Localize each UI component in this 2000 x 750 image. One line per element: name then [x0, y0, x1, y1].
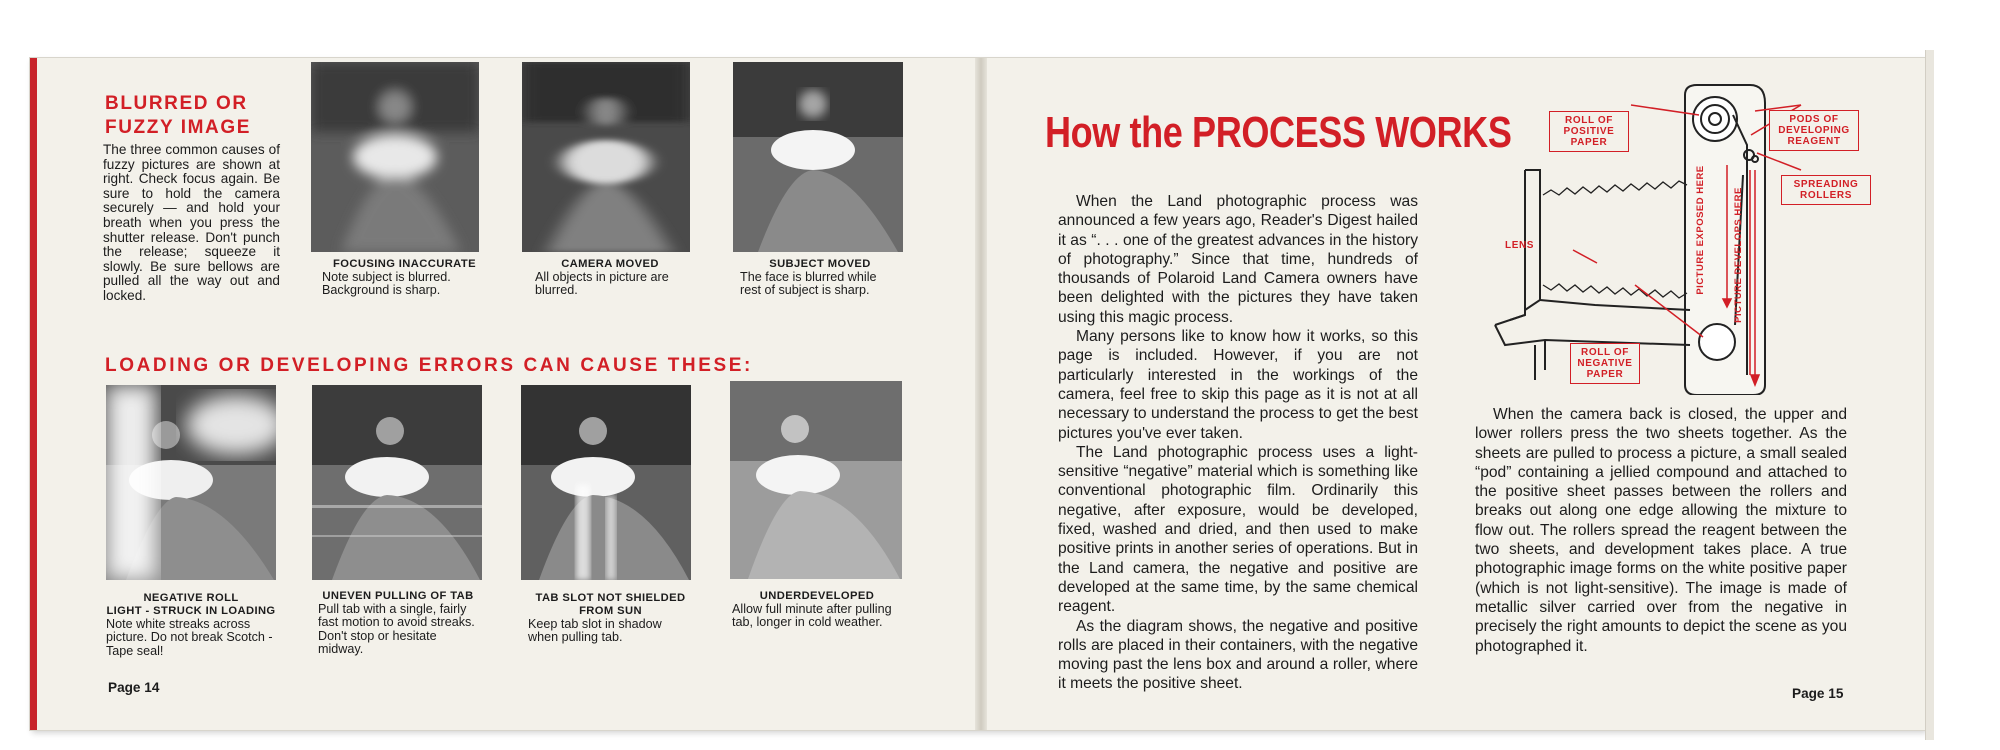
label-spreading-rollers — [1781, 175, 1871, 205]
caption-title: NEGATIVE ROLL — [143, 592, 239, 604]
paragraph: As the diagram shows, the negative and positive rolls are placed in their containers, with the negative moving past the lens box and around a roller, where it meets the positive sheet. — [1058, 617, 1418, 693]
paragraph: When the Land photographic process was announced a few years ago, Reader's Digest hailed it as “. . . one of the greatest advances in the history of photography.” Since that time, hundreds of thousands of Polaroid Land Camera owners have been delighted with the pictures they have taken using this magic process. — [1058, 193, 1418, 326]
label-roll-negative-paper — [1570, 343, 1640, 384]
photo-negative-roll-light-struck — [106, 385, 276, 580]
page-number-left: Page 14 — [108, 680, 160, 695]
caption-title: FOCUSING INACCURATE — [333, 258, 476, 270]
caption-title: LIGHT - STRUCK IN LOADING — [106, 605, 276, 617]
label-picture-develops-here: PICTURE DEVELOPS HERE — [1733, 187, 1744, 323]
red-spine-edge — [30, 58, 37, 730]
caption-underdeveloped — [732, 590, 902, 630]
label-pods-developing-reagent — [1769, 110, 1859, 151]
paragraph: The Land photographic process uses a light-sensitive “negative” material which is something like conventional photographic film. Ordinarily this negative, after exposure, would be developed, fixed, washed and dried, and then used to make positive prints in another series of operations. But in the Land camera, the negative and positive are developed at the same time, by the same chemical reagent. — [1058, 443, 1418, 616]
paragraph: When the camera back is closed, the upper and lower rollers press the two sheets together. As the sheets are pulled to process a picture, a small sealed “pod” containing a jellied compound and attached to the positive sheet passes between the rollers and breaks out along one edge allowing the mixture to flow out. The rollers spread the reagent between the two sheets, and development takes place. A true photographic image forms on the white positive paper (which is not light-sensitive). The image is made of metallic silver carried over from the negative in precisely the right amounts to depict the scene as you photographed it. — [1475, 406, 1847, 655]
caption-text: The face is blurred while rest of subject is sharp. — [740, 270, 877, 298]
label-line: NEGATIVE — [1577, 358, 1633, 369]
label-picture-exposed-here: PICTURE EXPOSED HERE — [1695, 165, 1706, 295]
caption-tab-slot — [528, 592, 693, 645]
caption-camera-moved — [535, 258, 685, 298]
label-line: PODS OF — [1789, 114, 1839, 125]
label-line: ROLL OF — [1565, 115, 1613, 126]
blurred-body-text: The three common causes of fuzzy pictures are shown at right. Check focus again. Be sure to hold the camera securely — and hold your breath when you press the shutter release. Don't punch the release; squeeze it slowly. Be sure bellows are pulled all the way out and locked. — [103, 142, 280, 303]
photo-focusing-inaccurate — [311, 62, 479, 252]
label-line: SPREADING — [1793, 179, 1859, 190]
caption-text: Pull tab with a single, fairly fast motion to avoid streaks. Don't stop or hesitate midway. — [318, 602, 475, 657]
paragraph: Many persons like to know how it works, so this page is included. However, if you are not particularly interested in the workings of the camera, feel free to skip this page as it is not at all necessary to understand the process to get the best pictures you've ever taken. — [1058, 328, 1418, 442]
photo-camera-moved — [522, 62, 690, 252]
blurred-heading — [105, 92, 305, 140]
photo-uneven-pulling — [312, 385, 482, 580]
label-lens: LENS — [1505, 240, 1535, 251]
label-line: PAPER — [1586, 369, 1624, 380]
page-title: How the PROCESS WORKS — [1045, 108, 1512, 157]
caption-title: CAMERA MOVED — [561, 258, 659, 270]
label-line: ROLLERS — [1800, 190, 1852, 201]
book-gutter — [975, 58, 987, 730]
caption-negative-roll — [106, 592, 276, 658]
photo-subject-moved — [733, 62, 903, 252]
caption-subject-moved — [740, 258, 900, 298]
label-line: REAGENT — [1787, 136, 1841, 147]
caption-focusing-inaccurate — [322, 258, 487, 298]
caption-title: UNDERDEVELOPED — [759, 590, 875, 602]
photo-tab-slot-not-shielded — [521, 385, 691, 580]
caption-title: SUBJECT MOVED — [769, 258, 871, 270]
camera-process-diagram — [1485, 75, 1865, 395]
caption-text: Allow full minute after pulling tab, longer in cold weather. — [732, 602, 892, 630]
caption-uneven-pulling — [318, 590, 478, 657]
page-number-right: Page 15 — [1792, 686, 1844, 701]
label-line: POSITIVE — [1563, 126, 1615, 137]
label-line: DEVELOPING — [1778, 125, 1850, 136]
caption-title: UNEVEN PULLING OF TAB — [322, 590, 474, 602]
process-text-left-column — [1058, 192, 1418, 694]
label-line: ROLL OF — [1581, 347, 1629, 358]
label-line: PAPER — [1570, 137, 1608, 148]
heading-line: FUZZY IMAGE — [105, 117, 252, 138]
loading-errors-heading: LOADING OR DEVELOPING ERRORS CAN CAUSE THESE: — [105, 355, 753, 376]
photo-underdeveloped — [730, 381, 902, 579]
process-text-right-column — [1475, 405, 1847, 656]
caption-title: FROM SUN — [579, 605, 642, 617]
label-roll-positive-paper — [1549, 111, 1629, 152]
caption-text: Note subject is blurred. Background is sharp. — [322, 270, 451, 298]
page-edge — [1925, 50, 1934, 740]
heading-line: BLURRED OR — [105, 93, 248, 114]
caption-text: Keep tab slot in shadow when pulling tab. — [528, 617, 662, 645]
caption-text: Note white streaks across picture. Do not break Scotch - Tape seal! — [106, 617, 273, 658]
caption-title: TAB SLOT NOT SHIELDED — [535, 592, 686, 604]
spacer — [1695, 355, 1715, 375]
caption-text: All objects in picture are blurred. — [535, 270, 669, 298]
